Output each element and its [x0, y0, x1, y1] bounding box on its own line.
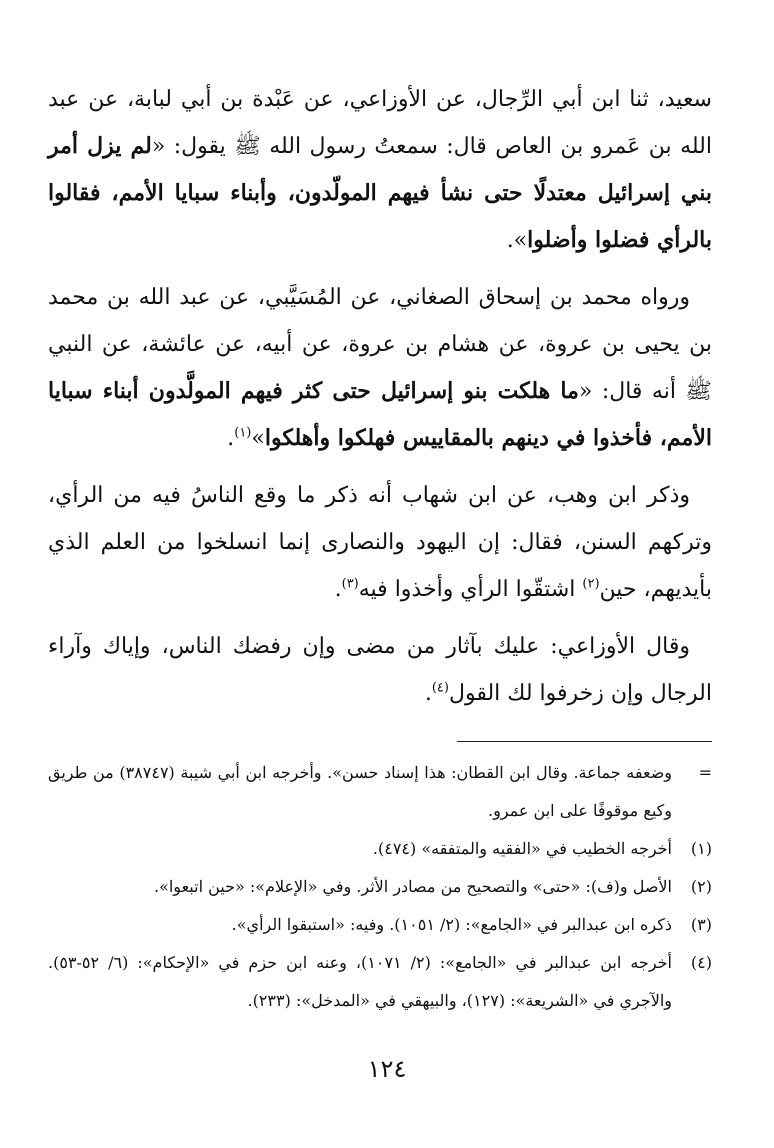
footnote-ref-1: (١) — [234, 425, 252, 441]
hadith-quote-1: لم يزل أمر بني إسرائيل معتدلًا حتى نشأ فيهم المولّدون، وأبناء سبايا الأمم، فقالوا بالرأي فضلوا وأضلوا — [48, 133, 712, 253]
footnote-1: (١) أخرجه الخطيب في «الفقيه والمتفقه» (٤٧٤). — [372, 839, 712, 858]
footnote-3: (٣) ذكره ابن عبدالبر في «الجامع»: (٢/ ١٠٥١). وفيه: «استبقوا الرأي». — [231, 915, 712, 934]
paragraph-2: ورواه محمد بن إسحاق الصغاني، عن المُسَيَّبي، عن عبد الله بن محمد بن يحيى بن عروة، عن هشام بن عروة، عن أبيه، عن عائشة، عن النبي ﷺ أنه قال: «ما هلكت بنو إسرائيل حتى كثر فيهم المولَّدون أبناء سبايا الأمم، فأخذوا في دينهم بالمقاييس فهلكوا وأهلكوا»$^{(١)}$. — [48, 285, 712, 451]
footnotes — [48, 754, 712, 1020]
paragraph-1: سعيد، ثنا ابن أبي الرِّجال، عن الأوزاعي، عن عَبْدة بن أبي لبابة، عن عبد الله بن عَمرو بن العاص قال: سمعتُ رسول الله ﷺ يقول: «لم يزل أمر بني إسرائيل معتدلًا حتى نشأ فيهم المولّدون، وأبناء سبايا الأمم، فقالوا بالرأي فضلوا وأضلوا». — [48, 87, 712, 253]
paragraph-3: وذكر ابن وهب، عن ابن شهاب أنه ذكر ما وقع الناسُ فيه من الرأي، وتركهم السنن، فقال: إن اليهود والنصارى إنما انسلخوا من العلم الذي بأيديهم، حين$^{(٢)}$ اشتقّوا الرأي وأخذوا فيه$^{(٣)}$. — [48, 483, 712, 602]
hadith-quote-2: ما هلكت بنو إسرائيل حتى كثر فيهم المولَّدون أبناء سبايا الأمم، فأخذوا في دينهم بالمقاييس فهلكوا وأهلكوا — [48, 378, 712, 451]
paragraph-4: وقال الأوزاعي: عليك بآثار من مضى وإن رفضك الناس، وإياك وآراء الرجال وإن زخرفوا لك القول$^{(٤)}$. — [48, 634, 712, 706]
footnote-ref-2: (٢) — [582, 576, 600, 592]
footnote-4: (٤) أخرجه ابن عبدالبر في «الجامع»: (٢/ ١٠٧١)، وعنه ابن حزم في «الإحكام»: (٦/ ٥٢-٥٣). والآجري في «الشريعة»: (١٢٧)، والبيهقي في «المدخل»: (٢٣٣). — [48, 953, 712, 1010]
footnote-ref-3: (٣) — [341, 576, 359, 592]
page-number: ١٢٤ — [367, 1055, 407, 1083]
main-text — [48, 76, 712, 727]
footnote-2: (٢) الأصل و(ف): «حتى» والتصحيح من مصادر الأثر. وفي «الإعلام»: «حين اتبعوا». — [153, 877, 712, 896]
footnote-ref-4: (٤) — [431, 680, 449, 696]
footnote-continuation: = وضعفه جماعة. وقال ابن القطان: هذا إسناد حسن». وأخرجه ابن أبي شيبة (٣٨٧٤٧) من طريق وكيع موقوفًا على ابن عمرو. — [48, 763, 712, 820]
footnote-divider — [457, 741, 712, 742]
